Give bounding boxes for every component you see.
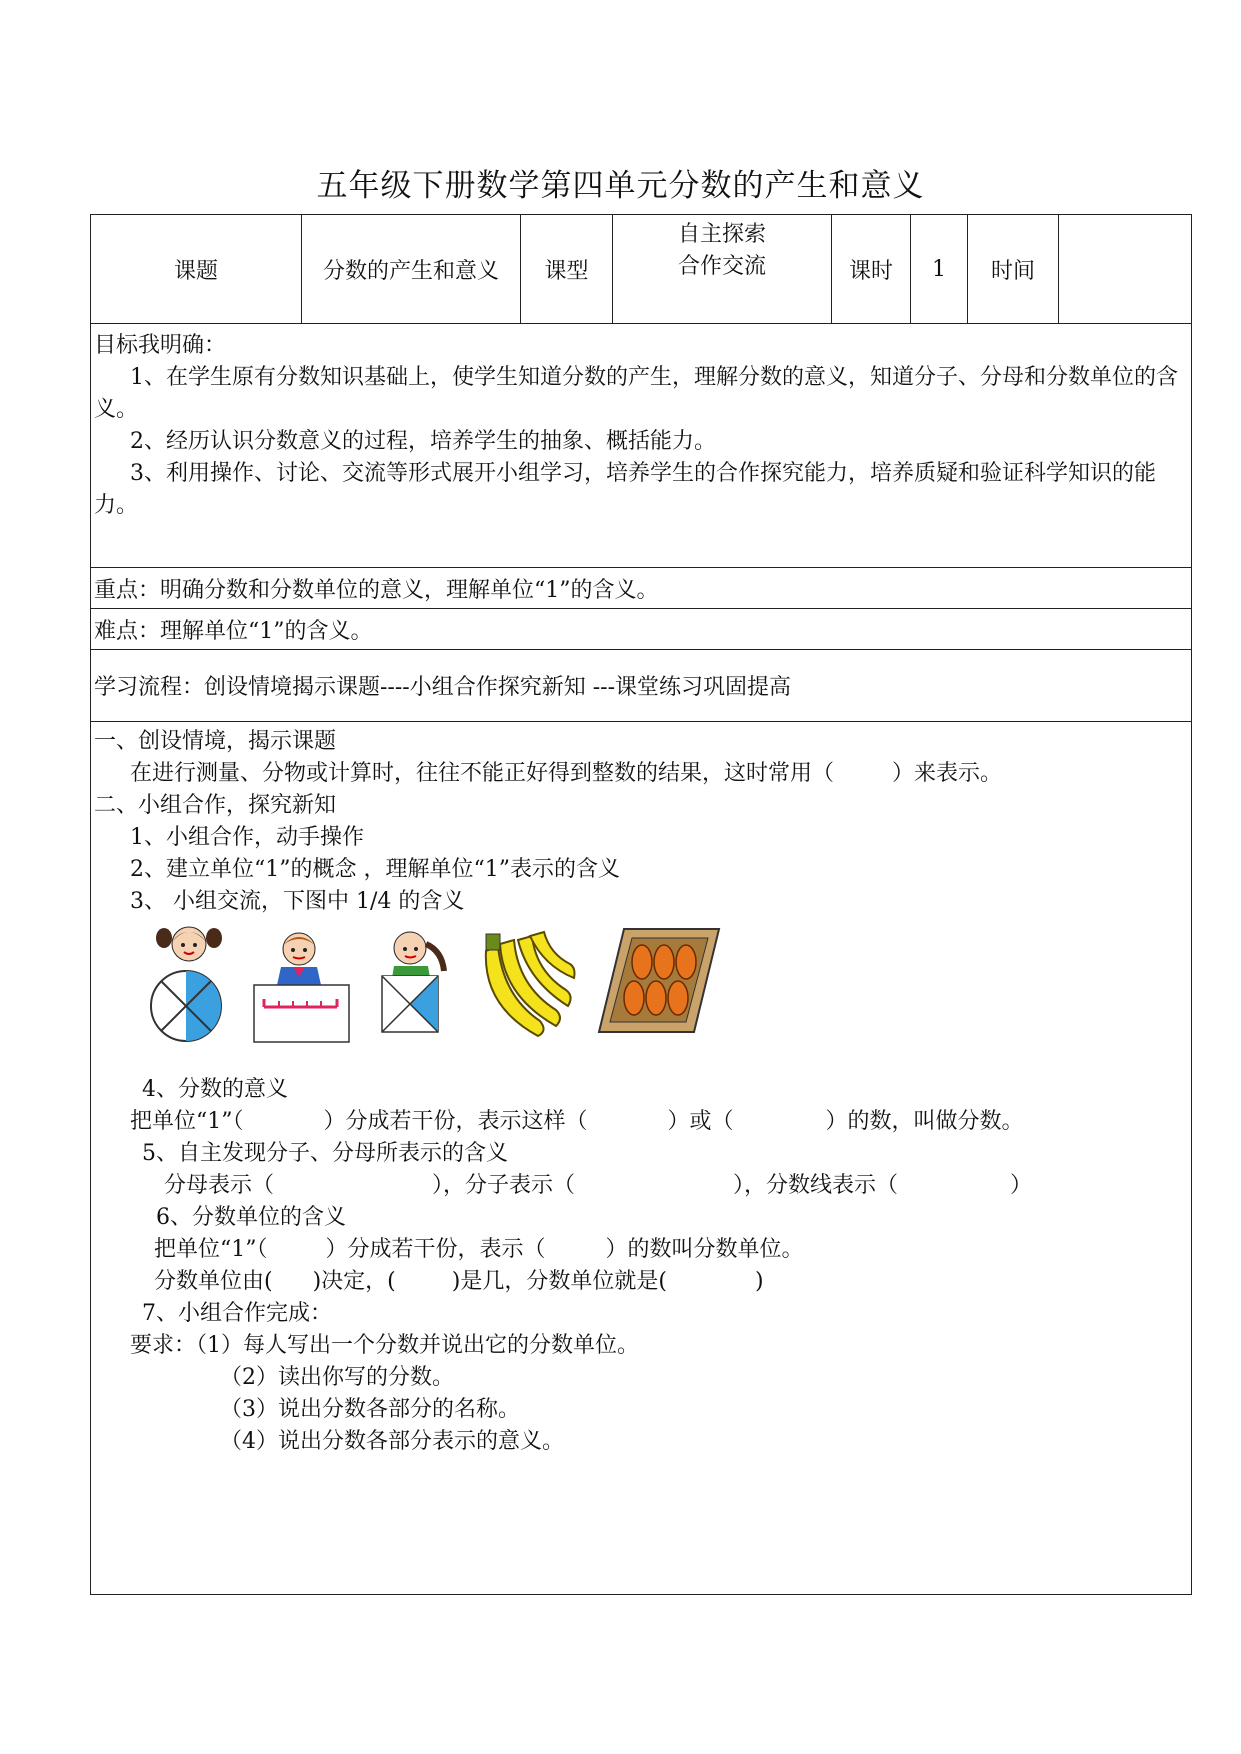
goals-row [91,324,1192,568]
s25-b: ），分子表示（ [432,1173,576,1198]
key-point-row [91,568,1192,609]
s25-d: ） [1010,1173,1033,1198]
s26-a: 把单位“1”（ [154,1237,268,1262]
s26-f: )是几，分数单位就是( [451,1269,667,1294]
girl-with-circle-icon [144,924,234,1044]
step-5: 5、自主发现分子、分母所表示的含义 [142,1141,508,1166]
girl-with-square-icon [372,926,457,1041]
s1-text-a: 在进行测量、分物或计算时，往往不能正好得到整数的结果，这时常用（ [130,761,835,786]
step-3: 3、 小组交流，下图中 1/4 的含义 [130,889,465,914]
requirement-2: （2）读出你写的分数。 [220,1365,454,1390]
step-4: 4、分数的意义 [142,1077,288,1102]
section-1-title: 一、创设情境，揭示课题 [94,729,337,754]
step-1: 1、小组合作，动手操作 [130,825,364,850]
s24-b: ）分成若干份，表示这样（ [323,1109,588,1134]
s25-a: 分母表示（ [164,1173,275,1198]
time-value [1059,215,1192,324]
requirement-1 [94,1330,1187,1362]
step-2: 2、建立单位“1”的概念 ，理解单位“1”表示的含义 [130,857,620,882]
lesson-plan-table [90,214,1192,1595]
step-6-text-2 [94,1266,1187,1298]
s26-b: ）分成若干份，表示（ [325,1237,546,1262]
step-7: 7、小组合作完成： [142,1301,332,1326]
topic-value: 分数的产生和意义 [302,215,521,324]
requirement-3: （3）说出分数各部分的名称。 [220,1397,520,1422]
page-title: 五年级下册数学第四单元分数的产生和意义 [316,168,925,204]
learning-flow: 学习流程：创设情境揭示课题----小组合作探究新知 ---课堂练习巩固提高 [91,650,1192,722]
type-value-line2: 合作交流 [677,254,766,279]
requirement-1-text: （1）每人写出一个分数并说出它的分数单位。 [196,1333,640,1358]
step-6: 6、分数单位的含义 [156,1205,346,1230]
topic-label: 课题 [91,215,302,324]
step-4-text [94,1106,1187,1138]
s26-d: 分数单位由( [154,1269,273,1294]
hours-value: 1 [911,215,968,324]
difficulty: 难点：理解单位“1”的含义。 [91,609,1192,650]
section-1-text [94,758,1187,790]
s26-c: ）的数叫分数单位。 [605,1237,804,1262]
goal-item-2: 2、经历认识分数意义的过程，培养学生的抽象、概括能力。 [130,429,716,454]
goals-heading: 目标我明确： [94,333,227,358]
illustrations [94,924,1187,1064]
egg-box-icon [594,924,724,1039]
requirement-4: （4）说出分数各部分表示的意义。 [220,1429,564,1454]
boy-with-ruler-icon [249,929,354,1044]
flow-row [91,650,1192,722]
key-point: 重点：明确分数和分数单位的意义，理解单位“1”的含义。 [91,568,1192,609]
s24-d: ）的数，叫做分数。 [825,1109,1024,1134]
s26-e: )决定，( [312,1269,396,1294]
s25-c: ），分数线表示（ [733,1173,899,1198]
type-value [613,215,832,324]
body-cell [91,722,1192,1595]
goal-item-1: 1、在学生原有分数知识基础上，使学生知道分数的产生，理解分数的意义，知道分子、分母和分数单位的含义。 [94,365,1179,422]
step-6-text-1 [94,1234,1187,1266]
goal-item-3: 3、利用操作、讨论、交流等形式展开小组学习，培养学生的合作探究能力，培养质疑和验证科学知识的能力。 [94,461,1157,518]
requirement-label: 要求： [130,1333,197,1358]
s26-g: ) [754,1269,764,1294]
header-row [91,215,1192,324]
section-2-title: 二、小组合作，探究新知 [94,793,337,818]
hours-label: 课时 [832,215,911,324]
type-label: 课型 [521,215,613,324]
step-5-text [94,1170,1187,1202]
goals-cell [91,324,1192,568]
body-row [91,722,1192,1595]
time-label: 时间 [968,215,1059,324]
s24-a: 把单位“1”（ [130,1109,244,1134]
s1-text-b: ）来表示。 [892,761,1003,786]
s24-c: ）或（ [667,1109,734,1134]
difficulty-row [91,609,1192,650]
bananas-icon [478,926,578,1046]
type-value-line1: 自主探索 [677,222,766,247]
